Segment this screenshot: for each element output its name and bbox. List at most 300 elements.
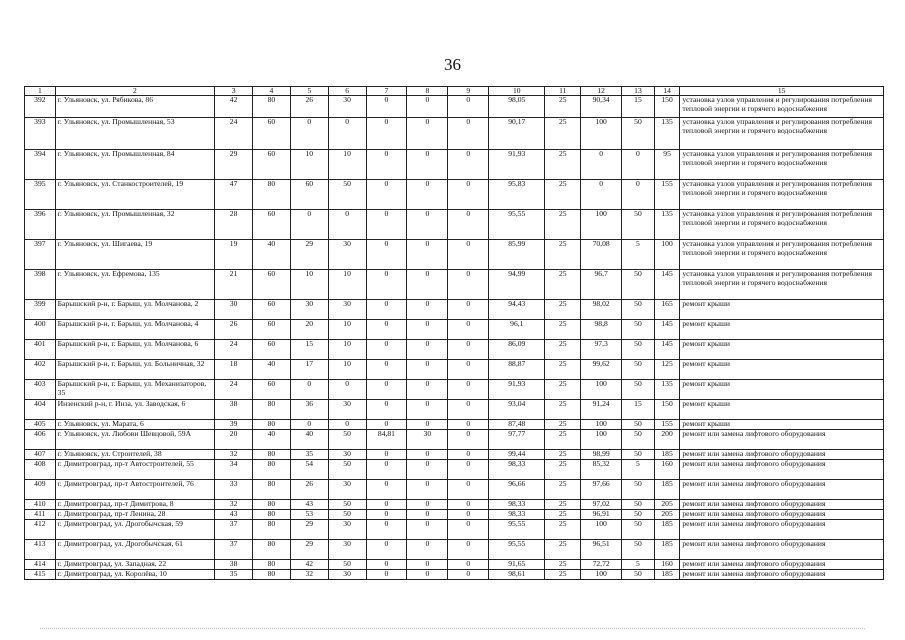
value-cell: 0 <box>366 560 407 570</box>
value-cell: 30 <box>328 450 366 460</box>
value-cell: 90,17 <box>489 118 545 150</box>
row-number-cell: 401 <box>25 340 56 360</box>
row-number-cell: 398 <box>25 270 56 300</box>
value-cell: 50 <box>622 320 655 340</box>
value-cell: 50 <box>622 520 655 540</box>
value-cell: 125 <box>654 360 680 380</box>
value-cell: 155 <box>654 420 680 430</box>
value-cell: 60 <box>253 118 291 150</box>
value-cell: 97,77 <box>489 430 545 450</box>
value-cell: 185 <box>654 520 680 540</box>
table-row <box>25 320 884 340</box>
value-cell: 96,66 <box>489 480 545 500</box>
value-cell: 50 <box>622 540 655 560</box>
row-number-cell: 392 <box>25 96 56 118</box>
value-cell: 50 <box>328 180 366 210</box>
value-cell: 0 <box>407 320 448 340</box>
table-row <box>25 540 884 560</box>
row-number-cell: 413 <box>25 540 56 560</box>
value-cell: 205 <box>654 510 680 520</box>
value-cell: 30 <box>328 480 366 500</box>
value-cell: 25 <box>545 400 581 420</box>
value-cell: 25 <box>545 340 581 360</box>
value-cell: 50 <box>622 270 655 300</box>
value-cell: 39 <box>215 420 253 430</box>
value-cell: 30 <box>328 300 366 320</box>
value-cell: 50 <box>622 360 655 380</box>
value-cell: 47 <box>215 180 253 210</box>
value-cell: 0 <box>407 270 448 300</box>
value-cell: 86,09 <box>489 340 545 360</box>
value-cell: 50 <box>328 500 366 510</box>
row-number-cell: 405 <box>25 420 56 430</box>
value-cell: 0 <box>407 360 448 380</box>
value-cell: 25 <box>545 430 581 450</box>
value-cell: 15 <box>622 400 655 420</box>
table-row <box>25 400 884 420</box>
value-cell: 29 <box>290 240 328 270</box>
value-cell: 0 <box>448 320 489 340</box>
value-cell: 0 <box>366 240 407 270</box>
value-cell: 0 <box>366 510 407 520</box>
value-cell: 0 <box>407 460 448 480</box>
header-cell: 15 <box>680 87 884 96</box>
value-cell: 0 <box>407 380 448 400</box>
table-header-row <box>25 87 884 96</box>
value-cell: 150 <box>654 96 680 118</box>
value-cell: 33 <box>215 480 253 500</box>
value-cell: 19 <box>215 240 253 270</box>
value-cell: 0 <box>290 118 328 150</box>
value-cell: 96,51 <box>581 540 622 560</box>
value-cell: 0 <box>290 210 328 240</box>
value-cell: 0 <box>448 420 489 430</box>
value-cell: 80 <box>253 400 291 420</box>
value-cell: 37 <box>215 540 253 560</box>
value-cell: 98,8 <box>581 320 622 340</box>
value-cell: 96,1 <box>489 320 545 340</box>
value-cell: 150 <box>654 400 680 420</box>
header-cell: 7 <box>366 87 407 96</box>
value-cell: 0 <box>448 520 489 540</box>
value-cell: 100 <box>581 210 622 240</box>
value-cell: 0 <box>407 96 448 118</box>
value-cell: 98,61 <box>489 570 545 580</box>
value-cell: 26 <box>215 320 253 340</box>
value-cell: 18 <box>215 360 253 380</box>
work-type-cell: ремонт или замена лифтового оборудования <box>680 450 884 460</box>
value-cell: 0 <box>366 460 407 480</box>
value-cell: 10 <box>328 320 366 340</box>
value-cell: 25 <box>545 240 581 270</box>
value-cell: 0 <box>448 300 489 320</box>
value-cell: 160 <box>654 560 680 570</box>
value-cell: 32 <box>290 570 328 580</box>
value-cell: 30 <box>328 96 366 118</box>
value-cell: 0 <box>366 96 407 118</box>
value-cell: 98,33 <box>489 460 545 480</box>
table-row <box>25 510 884 520</box>
value-cell: 53 <box>290 510 328 520</box>
work-type-cell: установка узлов управления и регулирования потребления тепловой энергии и горячего водоснабжения <box>680 210 884 240</box>
value-cell: 42 <box>215 96 253 118</box>
value-cell: 38 <box>215 560 253 570</box>
value-cell: 0 <box>366 540 407 560</box>
value-cell: 50 <box>622 450 655 460</box>
value-cell: 87,48 <box>489 420 545 430</box>
row-number-cell: 396 <box>25 210 56 240</box>
value-cell: 0 <box>407 510 448 520</box>
value-cell: 21 <box>215 270 253 300</box>
value-cell: 0 <box>581 150 622 180</box>
value-cell: 50 <box>328 560 366 570</box>
header-cell: 11 <box>545 87 581 96</box>
value-cell: 91,24 <box>581 400 622 420</box>
work-type-cell: установка узлов управления и регулирования потребления тепловой энергии и горячего водоснабжения <box>680 150 884 180</box>
value-cell: 60 <box>253 150 291 180</box>
value-cell: 29 <box>290 520 328 540</box>
value-cell: 24 <box>215 380 253 400</box>
row-number-cell: 412 <box>25 520 56 540</box>
address-cell: г. Ульяновск, ул. Рябикова, 86 <box>55 96 215 118</box>
value-cell: 97,02 <box>581 500 622 510</box>
value-cell: 50 <box>622 210 655 240</box>
value-cell: 30 <box>328 540 366 560</box>
value-cell: 25 <box>545 570 581 580</box>
table-row <box>25 96 884 118</box>
value-cell: 0 <box>448 570 489 580</box>
value-cell: 0 <box>366 520 407 540</box>
value-cell: 0 <box>407 420 448 430</box>
value-cell: 25 <box>545 300 581 320</box>
value-cell: 5 <box>622 240 655 270</box>
value-cell: 80 <box>253 450 291 460</box>
value-cell: 0 <box>448 400 489 420</box>
value-cell: 0 <box>328 380 366 400</box>
value-cell: 34 <box>215 460 253 480</box>
value-cell: 0 <box>448 500 489 510</box>
value-cell: 0 <box>366 480 407 500</box>
row-number-cell: 394 <box>25 150 56 180</box>
value-cell: 60 <box>253 320 291 340</box>
header-cell: 13 <box>622 87 655 96</box>
value-cell: 80 <box>253 570 291 580</box>
value-cell: 0 <box>448 118 489 150</box>
value-cell: 85,32 <box>581 460 622 480</box>
value-cell: 35 <box>290 450 328 460</box>
value-cell: 50 <box>622 340 655 360</box>
value-cell: 30 <box>328 400 366 420</box>
value-cell: 80 <box>253 520 291 540</box>
value-cell: 25 <box>545 420 581 430</box>
value-cell: 0 <box>448 340 489 360</box>
work-type-cell: установка узлов управления и регулирования потребления тепловой энергии и горячего водоснабжения <box>680 180 884 210</box>
value-cell: 91,93 <box>489 150 545 180</box>
value-cell: 50 <box>622 500 655 510</box>
work-type-cell: ремонт крыши <box>680 420 884 430</box>
address-cell: г. Димитровград, пр-т Автостроителей, 55 <box>55 460 215 480</box>
value-cell: 29 <box>215 150 253 180</box>
value-cell: 185 <box>654 570 680 580</box>
value-cell: 84,81 <box>366 430 407 450</box>
address-cell: г. Ульяновск, ул. Марата, 6 <box>55 420 215 430</box>
value-cell: 40 <box>253 430 291 450</box>
value-cell: 40 <box>290 430 328 450</box>
value-cell: 155 <box>654 180 680 210</box>
value-cell: 80 <box>253 96 291 118</box>
value-cell: 25 <box>545 460 581 480</box>
address-cell: Барышский р-н, г. Барыш, ул. Больничная, 32 <box>55 360 215 380</box>
work-type-cell: ремонт или замена лифтового оборудования <box>680 430 884 450</box>
table-row <box>25 560 884 570</box>
value-cell: 60 <box>253 340 291 360</box>
row-number-cell: 404 <box>25 400 56 420</box>
row-number-cell: 403 <box>25 380 56 400</box>
value-cell: 0 <box>366 360 407 380</box>
value-cell: 30 <box>328 520 366 540</box>
value-cell: 99,44 <box>489 450 545 460</box>
work-type-cell: ремонт или замена лифтового оборудования <box>680 520 884 540</box>
header-cell: 6 <box>328 87 366 96</box>
header-cell: 1 <box>25 87 56 96</box>
work-type-cell: ремонт крыши <box>680 300 884 320</box>
value-cell: 98,02 <box>581 300 622 320</box>
value-cell: 0 <box>448 450 489 460</box>
address-cell: Инзенский р-н, г. Инза, ул. Заводская, 6 <box>55 400 215 420</box>
value-cell: 95,83 <box>489 180 545 210</box>
value-cell: 25 <box>545 150 581 180</box>
value-cell: 80 <box>253 510 291 520</box>
value-cell: 25 <box>545 360 581 380</box>
value-cell: 185 <box>654 480 680 500</box>
value-cell: 30 <box>328 240 366 270</box>
row-number-cell: 406 <box>25 430 56 450</box>
value-cell: 145 <box>654 340 680 360</box>
value-cell: 100 <box>581 430 622 450</box>
address-cell: г. Димитровград, ул. Западная, 22 <box>55 560 215 570</box>
value-cell: 0 <box>448 430 489 450</box>
value-cell: 205 <box>654 500 680 510</box>
table-row <box>25 430 884 450</box>
address-cell: г. Димитровград, пр-т Ленина, 28 <box>55 510 215 520</box>
address-cell: г. Димитровград, ул. Королёва, 10 <box>55 570 215 580</box>
table-row <box>25 500 884 510</box>
value-cell: 35 <box>215 570 253 580</box>
table-row <box>25 300 884 320</box>
work-type-cell: ремонт или замена лифтового оборудования <box>680 460 884 480</box>
work-type-cell: установка узлов управления и регулирования потребления тепловой энергии и горячего водоснабжения <box>680 96 884 118</box>
value-cell: 98,99 <box>581 450 622 460</box>
value-cell: 88,87 <box>489 360 545 380</box>
value-cell: 60 <box>253 380 291 400</box>
value-cell: 135 <box>654 380 680 400</box>
value-cell: 0 <box>407 450 448 460</box>
value-cell: 25 <box>545 180 581 210</box>
value-cell: 37 <box>215 520 253 540</box>
address-cell: Барышский р-н, г. Барыш, ул. Молчанова, 6 <box>55 340 215 360</box>
value-cell: 0 <box>448 210 489 240</box>
value-cell: 24 <box>215 118 253 150</box>
value-cell: 0 <box>366 210 407 240</box>
value-cell: 0 <box>448 510 489 520</box>
value-cell: 0 <box>448 480 489 500</box>
value-cell: 200 <box>654 430 680 450</box>
table-row <box>25 570 884 580</box>
page-number: 36 <box>444 55 461 74</box>
header-cell: 9 <box>448 87 489 96</box>
value-cell: 0 <box>448 540 489 560</box>
table-row <box>25 240 884 270</box>
row-number-cell: 407 <box>25 450 56 460</box>
value-cell: 38 <box>215 400 253 420</box>
address-cell: Барышский р-н, г. Барыш, ул. Молчанова, 4 <box>55 320 215 340</box>
value-cell: 50 <box>622 118 655 150</box>
value-cell: 0 <box>407 180 448 210</box>
value-cell: 43 <box>215 510 253 520</box>
value-cell: 0 <box>366 270 407 300</box>
table-row <box>25 270 884 300</box>
address-cell: Барышский р-н, г. Барыш, ул. Молчанова, 2 <box>55 300 215 320</box>
value-cell: 0 <box>622 180 655 210</box>
value-cell: 32 <box>215 450 253 460</box>
table-row <box>25 118 884 150</box>
value-cell: 97,66 <box>581 480 622 500</box>
value-cell: 100 <box>581 118 622 150</box>
value-cell: 0 <box>407 520 448 540</box>
value-cell: 0 <box>448 460 489 480</box>
value-cell: 0 <box>407 118 448 150</box>
value-cell: 15 <box>290 340 328 360</box>
table-row <box>25 420 884 430</box>
value-cell: 0 <box>407 560 448 570</box>
value-cell: 0 <box>448 560 489 570</box>
work-type-cell: ремонт крыши <box>680 340 884 360</box>
header-cell: 12 <box>581 87 622 96</box>
row-number-cell: 415 <box>25 570 56 580</box>
value-cell: 17 <box>290 360 328 380</box>
table-row <box>25 380 884 400</box>
value-cell: 60 <box>253 300 291 320</box>
value-cell: 50 <box>328 430 366 450</box>
value-cell: 28 <box>215 210 253 240</box>
work-type-cell: ремонт крыши <box>680 320 884 340</box>
value-cell: 25 <box>545 540 581 560</box>
value-cell: 0 <box>366 320 407 340</box>
value-cell: 25 <box>545 270 581 300</box>
value-cell: 80 <box>253 460 291 480</box>
value-cell: 91,93 <box>489 380 545 400</box>
row-number-cell: 414 <box>25 560 56 570</box>
work-type-cell: ремонт крыши <box>680 380 884 400</box>
header-cell: 4 <box>253 87 291 96</box>
value-cell: 25 <box>545 520 581 540</box>
value-cell: 0 <box>407 240 448 270</box>
row-number-cell: 400 <box>25 320 56 340</box>
value-cell: 0 <box>448 360 489 380</box>
value-cell: 135 <box>654 118 680 150</box>
value-cell: 25 <box>545 320 581 340</box>
value-cell: 50 <box>622 420 655 430</box>
value-cell: 100 <box>581 520 622 540</box>
work-type-cell: ремонт крыши <box>680 360 884 380</box>
value-cell: 0 <box>407 500 448 510</box>
value-cell: 0 <box>290 380 328 400</box>
row-number-cell: 397 <box>25 240 56 270</box>
value-cell: 0 <box>328 210 366 240</box>
address-cell: г. Димитровград, пр-т Автостроителей, 76 <box>55 480 215 500</box>
value-cell: 85,99 <box>489 240 545 270</box>
value-cell: 0 <box>407 300 448 320</box>
value-cell: 42 <box>290 560 328 570</box>
value-cell: 0 <box>366 420 407 430</box>
value-cell: 0 <box>448 270 489 300</box>
value-cell: 0 <box>328 420 366 430</box>
value-cell: 0 <box>366 150 407 180</box>
value-cell: 0 <box>407 570 448 580</box>
value-cell: 100 <box>581 420 622 430</box>
value-cell: 5 <box>622 560 655 570</box>
work-type-cell: установка узлов управления и регулирования потребления тепловой энергии и горячего водоснабжения <box>680 118 884 150</box>
header-cell: 5 <box>290 87 328 96</box>
value-cell: 25 <box>545 96 581 118</box>
table-row <box>25 340 884 360</box>
value-cell: 91,65 <box>489 560 545 570</box>
work-type-cell: ремонт или замена лифтового оборудования <box>680 510 884 520</box>
row-number-cell: 402 <box>25 360 56 380</box>
value-cell: 0 <box>366 118 407 150</box>
value-cell: 10 <box>328 340 366 360</box>
value-cell: 0 <box>622 150 655 180</box>
table-row <box>25 480 884 500</box>
work-type-cell: ремонт или замена лифтового оборудования <box>680 560 884 570</box>
value-cell: 0 <box>448 380 489 400</box>
value-cell: 25 <box>545 380 581 400</box>
value-cell: 145 <box>654 320 680 340</box>
value-cell: 80 <box>253 560 291 570</box>
row-number-cell: 411 <box>25 510 56 520</box>
value-cell: 80 <box>253 480 291 500</box>
value-cell: 0 <box>366 340 407 360</box>
value-cell: 0 <box>366 500 407 510</box>
table-row <box>25 460 884 480</box>
value-cell: 98,33 <box>489 510 545 520</box>
value-cell: 97,3 <box>581 340 622 360</box>
value-cell: 94,99 <box>489 270 545 300</box>
value-cell: 0 <box>407 210 448 240</box>
value-cell: 10 <box>290 270 328 300</box>
value-cell: 100 <box>654 240 680 270</box>
address-cell: г. Ульяновск, ул. Промышленная, 32 <box>55 210 215 240</box>
value-cell: 40 <box>253 240 291 270</box>
work-type-cell: ремонт крыши <box>680 400 884 420</box>
value-cell: 90,34 <box>581 96 622 118</box>
work-type-cell: ремонт или замена лифтового оборудования <box>680 570 884 580</box>
value-cell: 30 <box>290 300 328 320</box>
address-cell: Барышский р-н, г. Барыш, ул. Механизаторов, 35 <box>55 380 215 400</box>
value-cell: 0 <box>448 96 489 118</box>
value-cell: 99,62 <box>581 360 622 380</box>
value-cell: 40 <box>253 360 291 380</box>
address-cell: г. Ульяновск, ул. Ефремова, 135 <box>55 270 215 300</box>
value-cell: 80 <box>253 540 291 560</box>
value-cell: 25 <box>545 560 581 570</box>
value-cell: 93,04 <box>489 400 545 420</box>
value-cell: 0 <box>581 180 622 210</box>
value-cell: 94,43 <box>489 300 545 320</box>
value-cell: 95,55 <box>489 540 545 560</box>
value-cell: 10 <box>328 270 366 300</box>
address-cell: г. Димитровград, ул. Дрогобычская, 59 <box>55 520 215 540</box>
